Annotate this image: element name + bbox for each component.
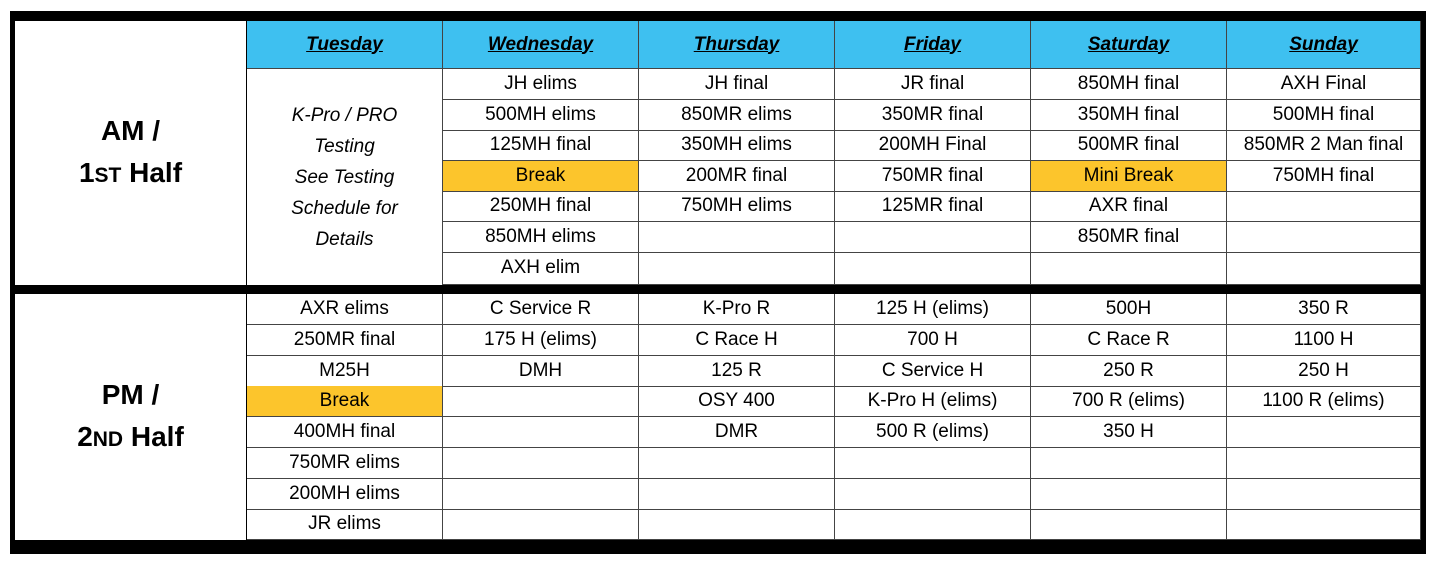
pm-cell-wednesday xyxy=(443,479,639,510)
pm-cell-sunday: 250 H xyxy=(1227,356,1421,387)
am-cell-saturday: AXR final xyxy=(1031,191,1227,222)
am-cell-saturday: 350MH final xyxy=(1031,100,1227,131)
am-period-label xyxy=(15,21,247,285)
am-cell-thursday: 750MH elims xyxy=(639,191,835,222)
pm-cell-tuesday: 250MR final xyxy=(247,325,443,356)
pm-cell-thursday: C Race H xyxy=(639,325,835,356)
pm-cell-saturday xyxy=(1031,448,1227,479)
am-testing-note xyxy=(247,69,443,285)
pm-label-line2 xyxy=(77,416,184,461)
am-cell-saturday: Mini Break xyxy=(1031,161,1227,192)
pm-cell-friday: C Service H xyxy=(835,356,1031,387)
am-cell-wednesday: 500MH elims xyxy=(443,100,639,131)
pm-cell-thursday: 125 R xyxy=(639,356,835,387)
pm-cell-friday: 125 H (elims) xyxy=(835,294,1031,325)
day-header-saturday: Saturday xyxy=(1031,21,1227,69)
pm-cell-friday: K-Pro H (elims) xyxy=(835,386,1031,417)
pm-cell-saturday: 350 H xyxy=(1031,417,1227,448)
am-cell-sunday xyxy=(1227,252,1421,285)
pm-period-label xyxy=(15,294,247,540)
pm-cell-sunday: 1100 R (elims) xyxy=(1227,386,1421,417)
day-header-thursday: Thursday xyxy=(639,21,835,69)
pm-section xyxy=(15,294,1421,540)
pm-cell-friday xyxy=(835,479,1031,510)
pm-cell-thursday: OSY 400 xyxy=(639,386,835,417)
pm-cell-tuesday: Break xyxy=(247,386,443,417)
am-cell-friday: 125MR final xyxy=(835,191,1031,222)
pm-cell-wednesday xyxy=(443,417,639,448)
am-cell-friday xyxy=(835,222,1031,253)
pm-cell-thursday xyxy=(639,448,835,479)
pm-cell-sunday xyxy=(1227,509,1421,540)
am-cell-friday: JR final xyxy=(835,69,1031,100)
am-cell-sunday: AXH Final xyxy=(1227,69,1421,100)
pm-cell-sunday xyxy=(1227,479,1421,510)
am-cell-thursday: 200MR final xyxy=(639,161,835,192)
pm-label-word: Half xyxy=(130,420,184,452)
pm-cell-tuesday: JR elims xyxy=(247,509,443,540)
am-cell-sunday: 850MR 2 Man final xyxy=(1227,130,1421,161)
pm-cell-saturday: 500H xyxy=(1031,294,1227,325)
pm-cell-thursday xyxy=(639,509,835,540)
pm-cell-wednesday xyxy=(443,386,639,417)
am-cell-friday: 200MH Final xyxy=(835,130,1031,161)
pm-cell-wednesday: DMH xyxy=(443,356,639,387)
testing-note-line: K-Pro / PRO xyxy=(291,104,398,126)
am-cell-thursday: 850MR elims xyxy=(639,100,835,131)
am-label-word: Half xyxy=(129,156,183,188)
am-cell-thursday: 350MH elims xyxy=(639,130,835,161)
am-cell-sunday: 500MH final xyxy=(1227,100,1421,131)
am-cell-sunday xyxy=(1227,222,1421,253)
pm-cell-sunday xyxy=(1227,417,1421,448)
am-cell-friday: 350MR final xyxy=(835,100,1031,131)
am-cell-wednesday: Break xyxy=(443,161,639,192)
pm-label-sup: ND xyxy=(92,427,124,451)
am-cell-thursday: JH final xyxy=(639,69,835,100)
pm-cell-saturday xyxy=(1031,509,1227,540)
pm-cell-saturday: 700 R (elims) xyxy=(1031,386,1227,417)
pm-cell-tuesday: M25H xyxy=(247,356,443,387)
pm-label-num: 2 xyxy=(77,420,93,452)
am-cell-wednesday: 850MH elims xyxy=(443,222,639,253)
pm-label-line1: PM / xyxy=(101,378,160,410)
pm-cell-wednesday xyxy=(443,448,639,479)
pm-cell-wednesday: 175 H (elims) xyxy=(443,325,639,356)
testing-note-text xyxy=(291,100,398,255)
day-header-tuesday: Tuesday xyxy=(247,21,443,69)
pm-cell-thursday: DMR xyxy=(639,417,835,448)
testing-note-line: Schedule for xyxy=(291,197,398,219)
pm-cell-saturday: 250 R xyxy=(1031,356,1227,387)
pm-cell-friday: 500 R (elims) xyxy=(835,417,1031,448)
pm-cell-sunday: 1100 H xyxy=(1227,325,1421,356)
am-cell-thursday xyxy=(639,222,835,253)
am-cell-wednesday: AXH elim xyxy=(443,252,639,285)
pm-cell-saturday xyxy=(1031,479,1227,510)
pm-cell-saturday: C Race R xyxy=(1031,325,1227,356)
pm-cell-wednesday xyxy=(443,509,639,540)
am-label-line2 xyxy=(79,152,182,197)
am-cell-wednesday: 250MH final xyxy=(443,191,639,222)
pm-cell-wednesday: C Service R xyxy=(443,294,639,325)
testing-note-line: See Testing xyxy=(294,166,395,188)
am-cell-sunday: 750MH final xyxy=(1227,161,1421,192)
am-label-num: 1 xyxy=(78,156,95,188)
pm-cell-sunday xyxy=(1227,448,1421,479)
pm-cell-tuesday: 400MH final xyxy=(247,417,443,448)
am-cell-saturday: 500MR final xyxy=(1031,130,1227,161)
pm-cell-friday xyxy=(835,509,1031,540)
am-cell-thursday xyxy=(639,252,835,285)
am-label-sup: ST xyxy=(94,163,122,187)
am-cell-saturday xyxy=(1031,252,1227,285)
day-header-wednesday: Wednesday xyxy=(443,21,639,69)
pm-cell-thursday xyxy=(639,479,835,510)
schedule-table xyxy=(10,11,1426,554)
pm-cell-sunday: 350 R xyxy=(1227,294,1421,325)
testing-note-line: Details xyxy=(315,228,374,250)
testing-note-line: Testing xyxy=(314,135,375,157)
am-cell-friday: 750MR final xyxy=(835,161,1031,192)
am-cell-friday xyxy=(835,252,1031,285)
pm-cell-friday xyxy=(835,448,1031,479)
am-cell-saturday: 850MR final xyxy=(1031,222,1227,253)
day-header-friday: Friday xyxy=(835,21,1031,69)
am-cell-saturday: 850MH final xyxy=(1031,69,1227,100)
am-cell-sunday xyxy=(1227,191,1421,222)
am-section xyxy=(15,21,1421,285)
am-cell-wednesday: 125MH final xyxy=(443,130,639,161)
am-label-line1: AM / xyxy=(100,114,161,146)
pm-cell-friday: 700 H xyxy=(835,325,1031,356)
am-cell-wednesday: JH elims xyxy=(443,69,639,100)
pm-cell-tuesday: AXR elims xyxy=(247,294,443,325)
pm-cell-tuesday: 750MR elims xyxy=(247,448,443,479)
pm-cell-thursday: K-Pro R xyxy=(639,294,835,325)
day-header-sunday: Sunday xyxy=(1227,21,1421,69)
pm-cell-tuesday: 200MH elims xyxy=(247,479,443,510)
